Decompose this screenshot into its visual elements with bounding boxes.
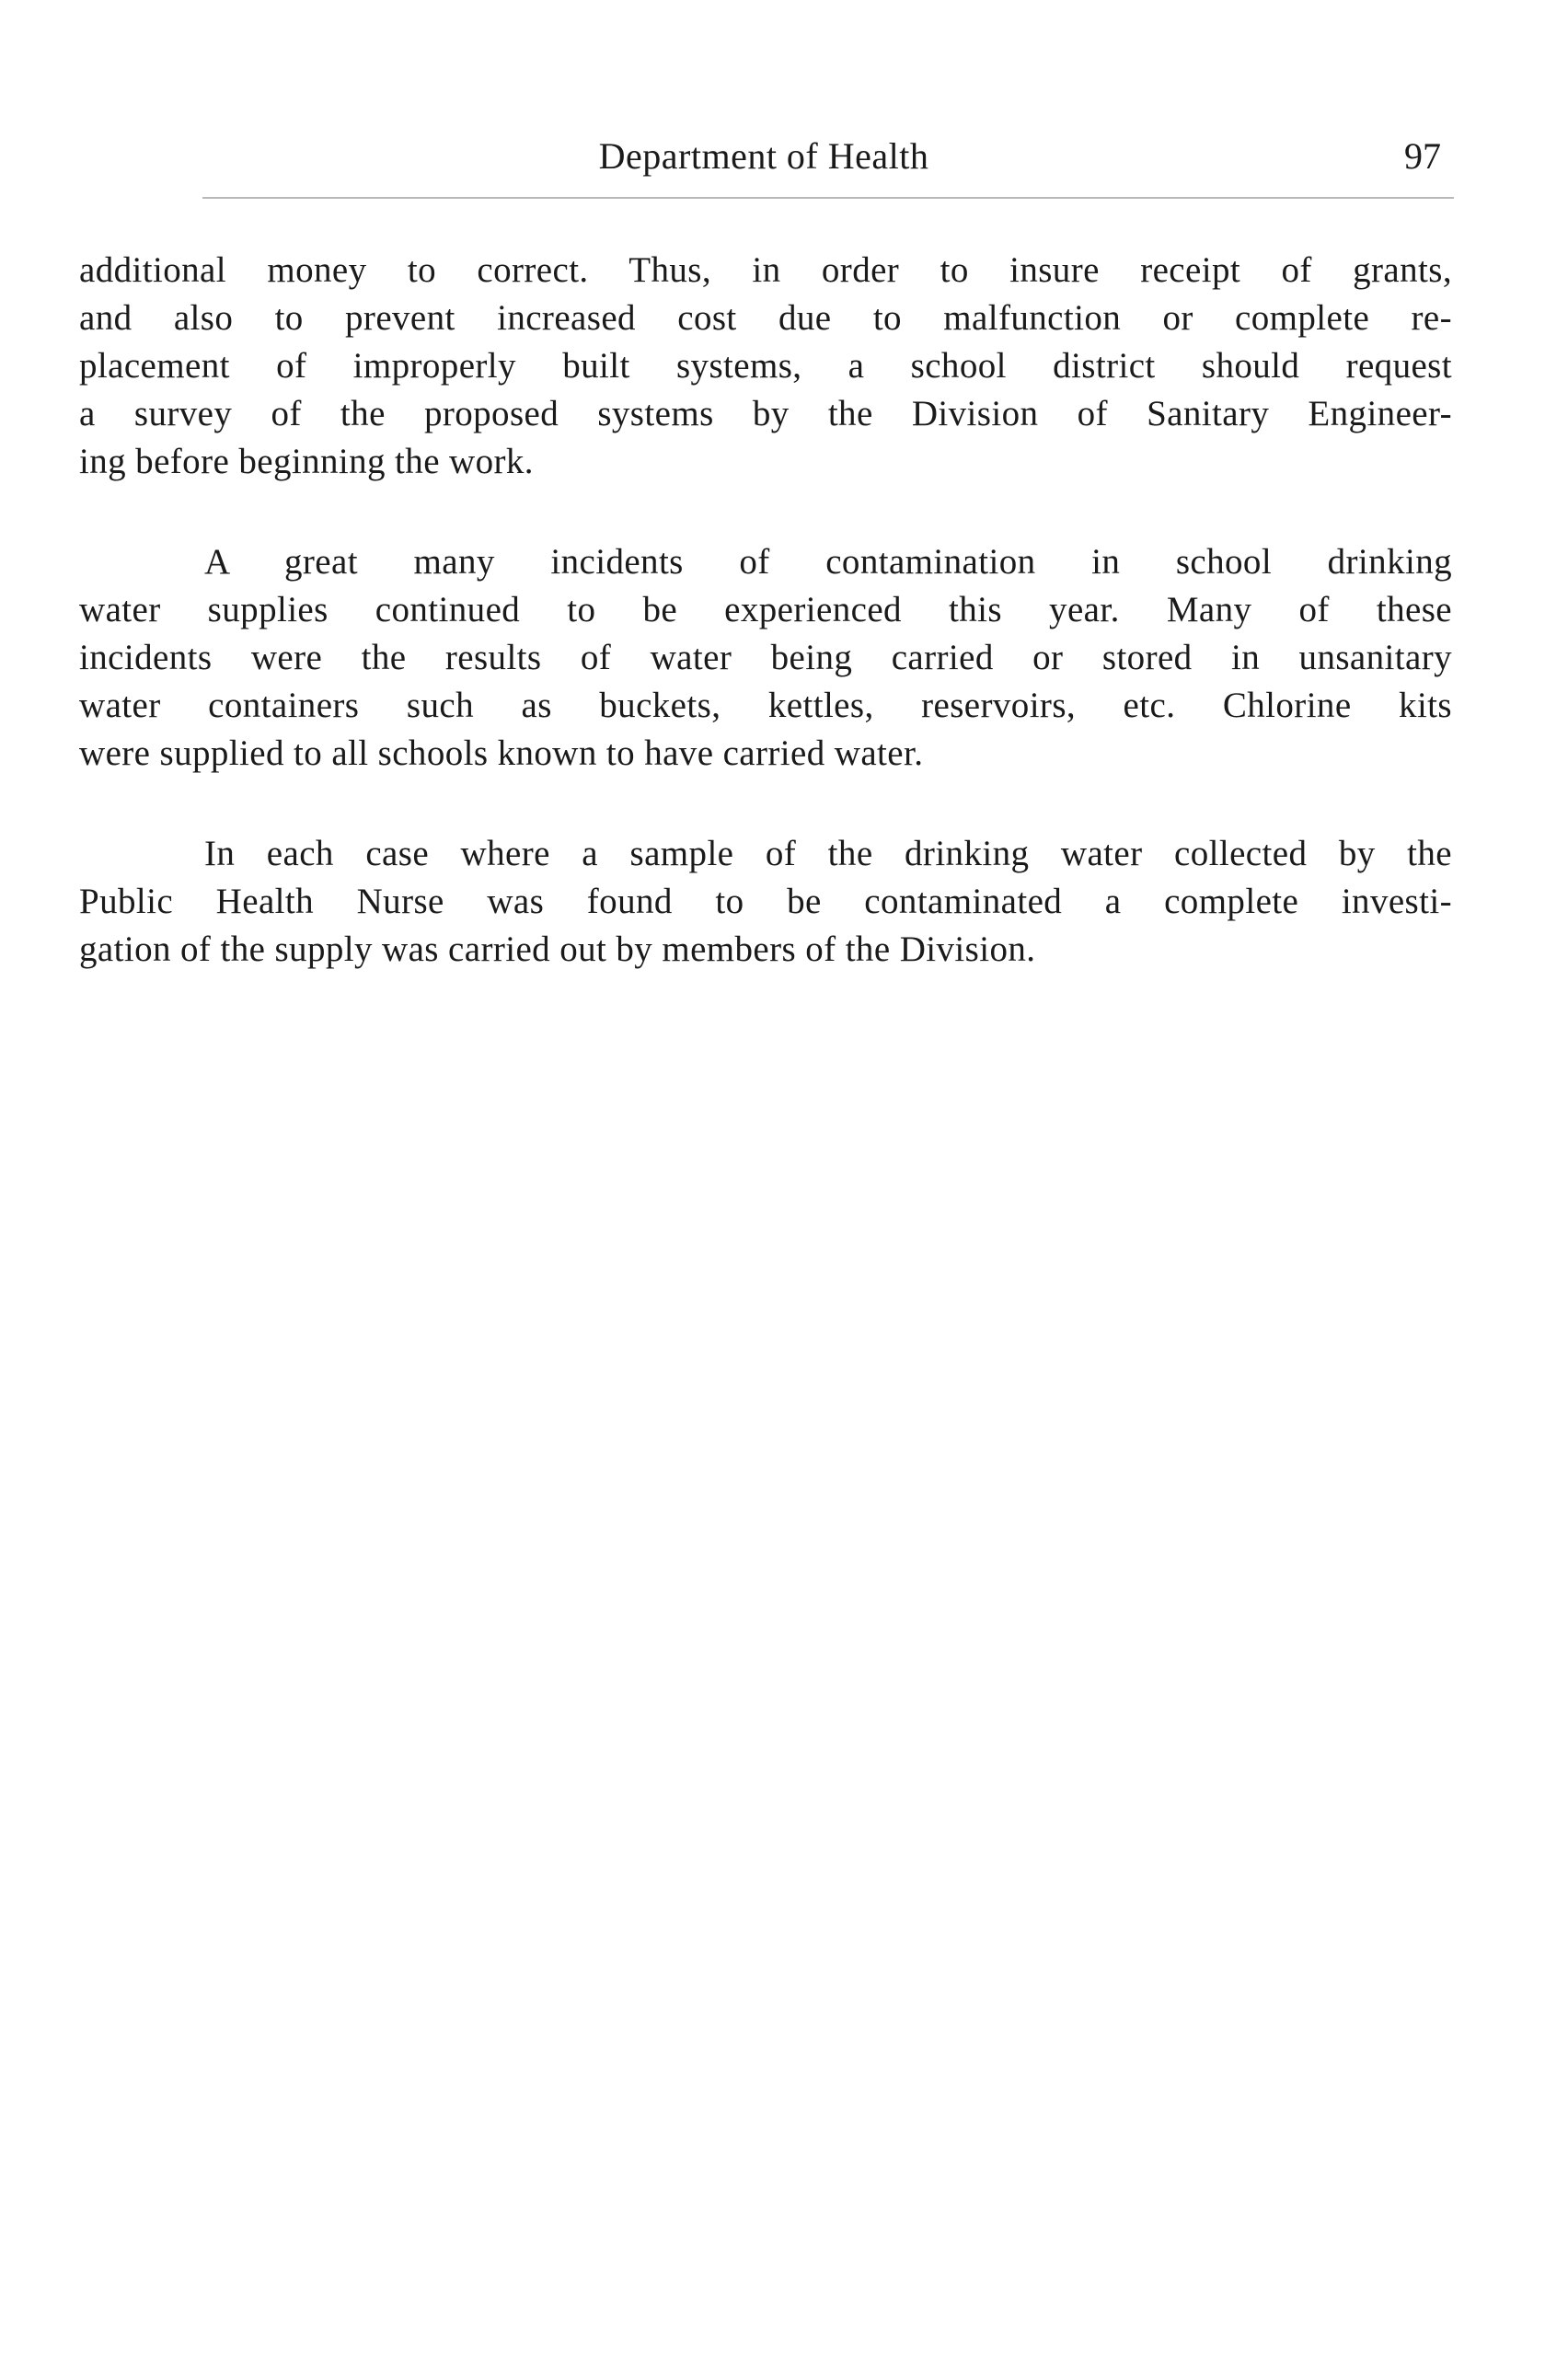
text-line: A great many incidents of contamination in school drinking (204, 542, 1452, 582)
paragraph-3 (79, 830, 1452, 974)
paragraph-2 (79, 538, 1452, 778)
header-title: Department of Health (598, 135, 929, 177)
text-line: a survey of the proposed systems by the Division of Sanitary Engineer- (79, 394, 1452, 433)
text-line: Public Health Nurse was found to be contaminated a complete investi- (79, 882, 1452, 921)
text-line: water containers such as buckets, kettles, reservoirs, etc. Chlorine kits (79, 686, 1452, 725)
text-line: additional money to correct. Thus, in order to insure receipt of grants, (79, 250, 1452, 290)
header-rule (202, 197, 1454, 199)
text-line: ing before beginning the work. (79, 442, 534, 481)
paragraph-1 (79, 247, 1452, 486)
page-number: 97 (1404, 135, 1441, 177)
text-line: incidents were the results of water being carried or stored in unsanitary (79, 638, 1452, 677)
text-line: placement of improperly built systems, a school district should request (79, 346, 1452, 386)
text-line: In each case where a sample of the drinking water collected by the (204, 834, 1452, 873)
body-text (79, 247, 1452, 1026)
text-line: and also to prevent increased cost due to malfunction or complete re- (79, 298, 1452, 338)
text-line: water supplies continued to be experienced this year. Many of these (79, 590, 1452, 629)
text-line: were supplied to all schools known to have carried water. (79, 733, 924, 773)
running-header (77, 129, 1450, 184)
text-line: gation of the supply was carried out by members of the Division. (79, 929, 1036, 969)
